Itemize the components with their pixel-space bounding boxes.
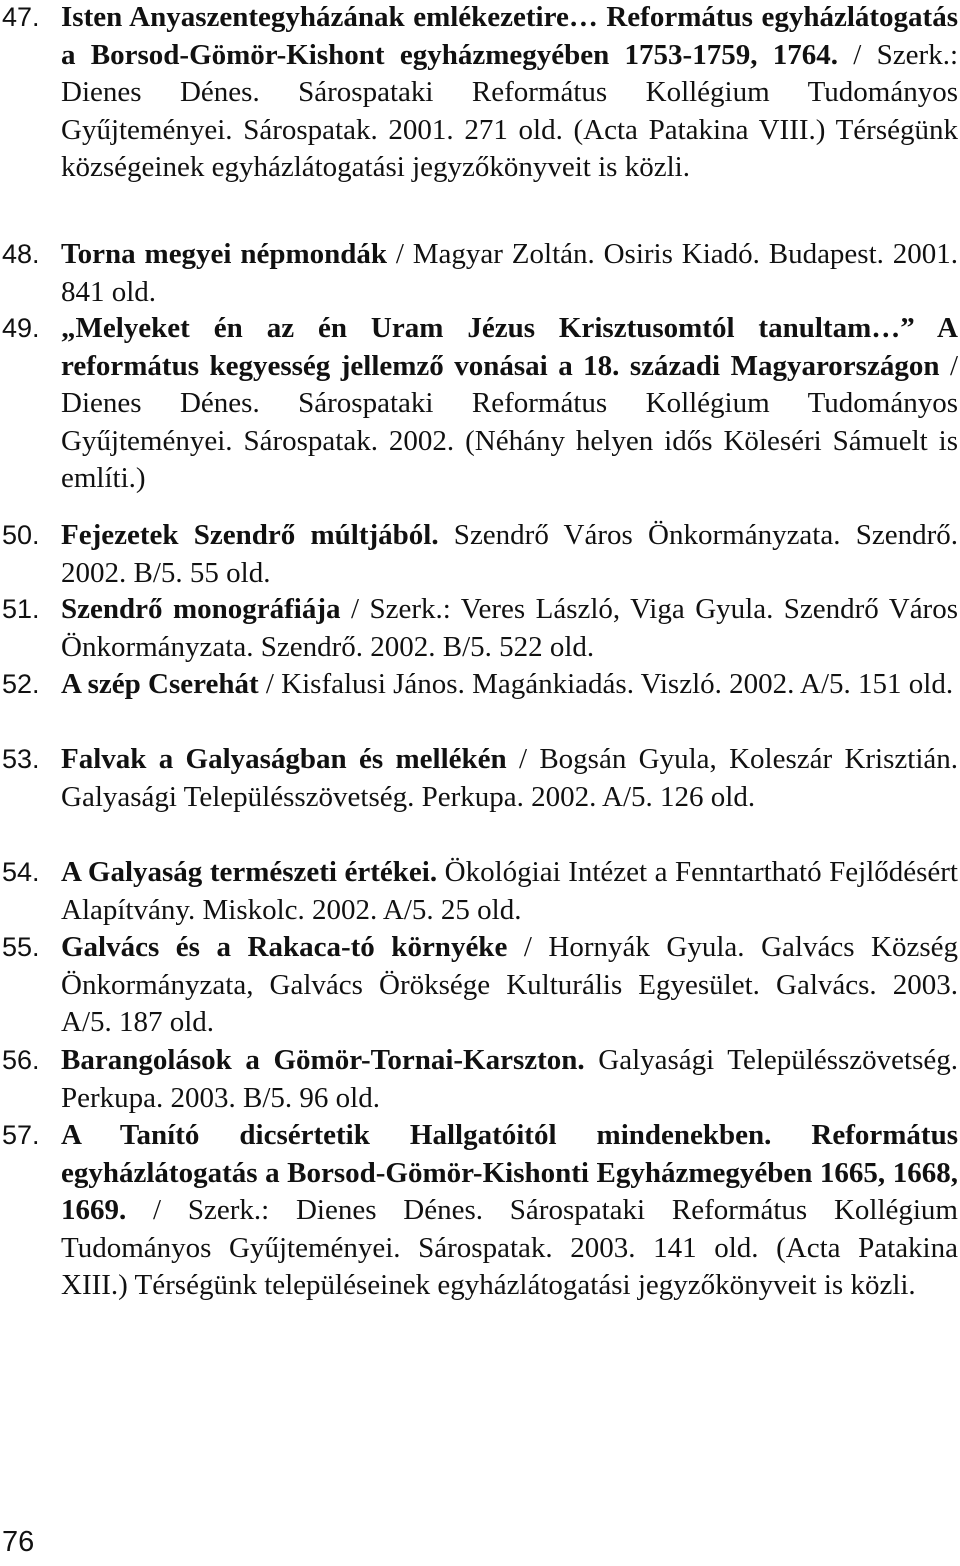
entry-text [61,1117,958,1305]
entry-title: Fejezetek Szendrő múltjából. [61,519,439,551]
entry-title: Torna megyei népmondák [61,238,388,270]
entry-text [61,517,958,592]
entry-title: A Galyaság természeti értékei. [61,856,438,888]
entry-text [61,1042,958,1117]
entry-title: Falvak a Galyaságban és mellékén [61,743,507,775]
entry-number: 56. [2,1045,40,1075]
entry-details: / Szerk.: Veres László, Viga Gyula. Szendrő Város Önkormányzata. Szendrő. 2002. B/5. 522 old. [61,593,959,663]
entry-number: 50. [2,520,40,550]
entry-title: Isten Anyaszentegyházának emlékezetire… Református egyházlátogatás a Borsod-Gömör-Kishont egyházmegyében 1753-1759, 1764. [61,1,958,71]
entry-number: 52. [2,669,40,699]
entry-number: 47. [2,2,40,32]
entry-number: 48. [2,239,40,269]
entry-details: / Hornyák Gyula. Galvács Község Önkormányzata, Galvács Öröksége Kulturális Egyesület. Galvács. 2003. A/5. 187 old. [61,931,958,1038]
entry-text [61,236,958,311]
entry-number: 51. [2,594,40,624]
entry-number: 53. [2,744,40,774]
entry-text [61,310,958,498]
entry-number: 54. [2,857,40,887]
entry-details: Szendrő Város Önkormányzata. Szendrő. 2002. B/5. 55 old. [61,519,958,589]
entry-text [61,854,958,929]
entry-details: / Bogsán Gyula, Koleszár Krisztián. Galyasági Településszövetség. Perkupa. 2002. A/5. 126 old. [61,743,958,813]
entry-details: / Kisfalusi János. Magánkiadás. Viszló. 2002. A/5. 151 old. [258,668,954,700]
entry-text [61,741,958,816]
entry-title: A Tanító dicsértetik Hallgatóitól mindenekben. Református egyházlátogatás a Borsod-Gömör-Kishonti Egyházmegyében 1665, 1668, 1669. [61,1119,958,1226]
entry-title: Szendrő monográfiája [61,593,341,625]
entry-details: / Dienes Dénes. Sárospataki Református Kollégium Tudományos Gyűjteményei. Sárospatak. 2002. (Néhány helyen idős Köleséri Sámuelt is említi.) [61,349,958,494]
entry-text [61,0,958,187]
entry-details: Ökológiai Intézet a Fenntartható Fejlődésért Alapítvány. Miskolc. 2002. A/5. 25 old. [61,856,958,926]
entry-text [61,929,958,1042]
entry-number: 55. [2,932,40,962]
entry-text [61,666,958,704]
entry-title: Barangolások a Gömör-Tornai-Karszton. [61,1044,585,1076]
entry-number: 49. [2,313,40,343]
entry-text [61,591,958,666]
entry-title: Galvács és a Rakaca-tó környéke [61,931,508,963]
entry-title: A szép Cserehát [61,668,259,700]
page-number: 76 [2,1526,35,1558]
entry-details: / Szerk.: Dienes Dénes. Sárospataki Református Kollégium Tudományos Gyűjteményei. Sárospatak. 2001. 271 old. (Acta Patakina VIII.) Térségünk községeinek egyházlátogatási jegyzőkönyveit is közli. [61,38,958,183]
entry-details: Galyasági Településszövetség. Perkupa. 2003. B/5. 96 old. [61,1044,958,1114]
entry-title: „Melyeket én az én Uram Jézus Krisztusomtól tanultam…” A református kegyesség jellemző vonásai a 18. századi Magyarországon [61,312,958,382]
entry-details: / Szerk.: Dienes Dénes. Sárospataki Református Kollégium Tudományos Gyűjteményei. Sárospatak. 2003. 141 old. (Acta Patakina XIII.) Térségünk településeinek egyházlátogatási jegyzőkönyveit is közli. [61,1194,958,1301]
entry-details: / Magyar Zoltán. Osiris Kiadó. Budapest. 2001. 841 old. [61,238,958,308]
entry-number: 57. [2,1120,40,1150]
